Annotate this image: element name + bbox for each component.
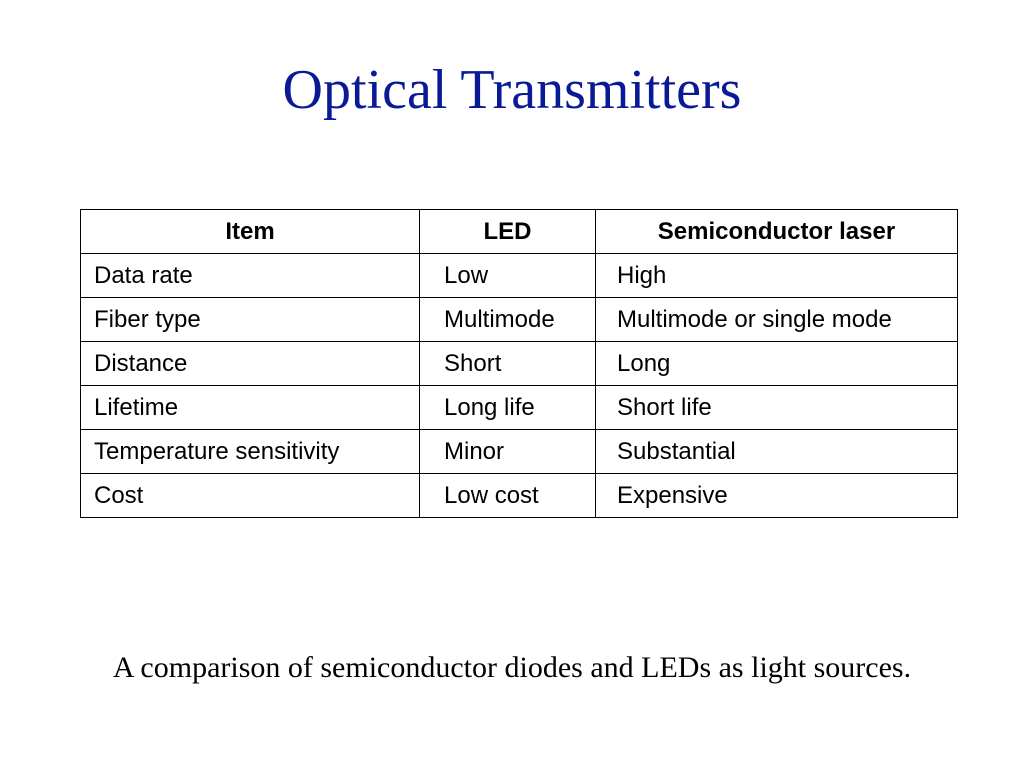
comparison-table [80,209,958,518]
table-row [81,474,958,518]
slide-title: Optical Transmitters [282,59,742,121]
slide-caption: A comparison of semiconductor diodes and LEDs as light sources. [112,651,912,684]
row-laser-cell: Expensive [596,474,958,518]
row-item-cell: Distance [81,342,420,386]
row-led-cell: Low cost [420,474,596,518]
table-row [81,386,958,430]
row-led-cell: Multimode [420,298,596,342]
row-led-cell: Short [420,342,596,386]
header-led: LED [420,210,596,254]
row-laser-cell: Substantial [596,430,958,474]
row-led-cell: Low [420,254,596,298]
row-item-cell: Fiber type [81,298,420,342]
row-laser-cell: Long [596,342,958,386]
table-row [81,342,958,386]
row-led-cell: Long life [420,386,596,430]
row-item-cell: Cost [81,474,420,518]
table-row [81,254,958,298]
header-item: Item [81,210,420,254]
row-item-cell: Temperature sensitivity [81,430,420,474]
table-row [81,430,958,474]
row-item-cell: Data rate [81,254,420,298]
row-laser-cell: Short life [596,386,958,430]
row-item-cell: Lifetime [81,386,420,430]
table-row [81,298,958,342]
row-laser-cell: Multimode or single mode [596,298,958,342]
table-header-row [81,210,958,254]
row-led-cell: Minor [420,430,596,474]
header-semiconductor-laser: Semiconductor laser [596,210,958,254]
row-laser-cell: High [596,254,958,298]
